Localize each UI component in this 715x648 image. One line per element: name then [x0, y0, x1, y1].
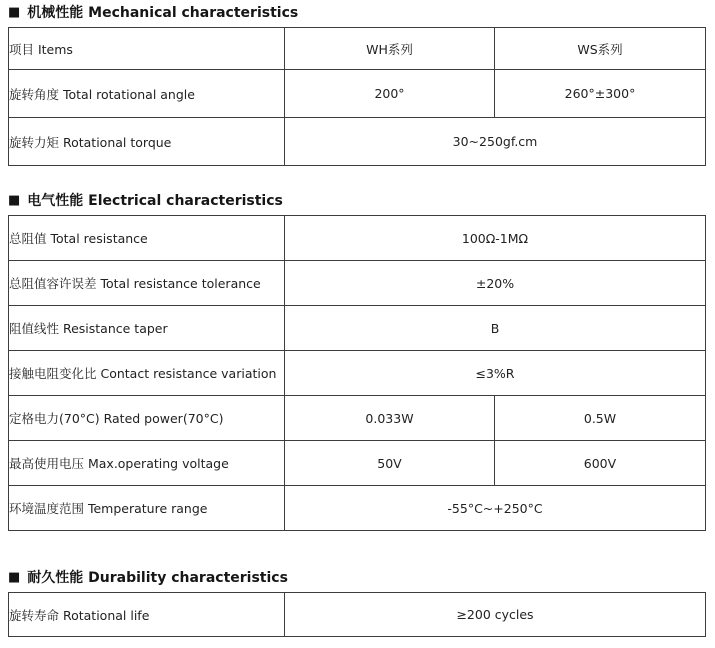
row-label-total-resistance: 总阻值 Total resistance: [9, 216, 285, 261]
table-row: [9, 306, 706, 351]
value-rotational-angle-ws: 260°±300°: [495, 70, 706, 118]
value-contact-resistance-variation: ≤3%R: [285, 351, 706, 396]
section-marker-icon: ■: [8, 192, 21, 208]
value-total-resistance: 100Ω-1MΩ: [285, 216, 706, 261]
table-row: [9, 441, 706, 486]
section-marker-icon: ■: [8, 569, 21, 585]
column-header-ws-series: WS系列: [495, 28, 706, 70]
table-row: [9, 351, 706, 396]
value-max-operating-voltage-ws: 600V: [495, 441, 706, 486]
durability-table: [8, 592, 706, 637]
electrical-table: [8, 215, 706, 531]
column-header-items: 项目 Items: [9, 28, 285, 70]
row-label-rated-power: 定格电力(70°C) Rated power(70°C): [9, 396, 285, 441]
row-label-rotational-angle: 旋转角度 Total rotational angle: [9, 70, 285, 118]
row-label-rotational-torque: 旋转力矩 Rotational torque: [9, 118, 285, 166]
section-title-mechanical: [8, 2, 715, 22]
section-gap: [0, 166, 715, 190]
row-label-max-operating-voltage: 最高使用电压 Max.operating voltage: [9, 441, 285, 486]
value-rated-power-ws: 0.5W: [495, 396, 706, 441]
row-label-rotational-life: 旋转寿命 Rotational life: [9, 593, 285, 637]
value-rotational-torque: 30~250gf.cm: [285, 118, 706, 166]
table-row: [9, 70, 706, 118]
row-label-temperature-range: 环境温度范围 Temperature range: [9, 486, 285, 531]
section-title-text: 机械性能 Mechanical characteristics: [27, 5, 299, 21]
table-row: [9, 118, 706, 166]
section-title-text: 耐久性能 Durability characteristics: [27, 570, 288, 586]
value-rated-power-wh: 0.033W: [285, 396, 495, 441]
table-row: [9, 396, 706, 441]
table-row: [9, 28, 706, 70]
section-title-electrical: [8, 190, 715, 210]
table-row: [9, 261, 706, 306]
table-row: [9, 486, 706, 531]
section-title-text: 电气性能 Electrical characteristics: [27, 193, 283, 209]
column-header-wh-series: WH系列: [285, 28, 495, 70]
value-resistance-taper: B: [285, 306, 706, 351]
value-temperature-range: -55°C~+250°C: [285, 486, 706, 531]
table-row: [9, 216, 706, 261]
value-rotational-life: ≥200 cycles: [285, 593, 706, 637]
value-max-operating-voltage-wh: 50V: [285, 441, 495, 486]
value-resistance-tolerance: ±20%: [285, 261, 706, 306]
section-gap: [0, 531, 715, 567]
row-label-resistance-tolerance: 总阻值容许误差 Total resistance tolerance: [9, 261, 285, 306]
row-label-resistance-taper: 阻值线性 Resistance taper: [9, 306, 285, 351]
row-label-contact-resistance-variation: 接触电阻变化比 Contact resistance variation: [9, 351, 285, 396]
section-marker-icon: ■: [8, 4, 21, 20]
section-title-durability: [8, 567, 715, 587]
table-row: [9, 593, 706, 637]
value-rotational-angle-wh: 200°: [285, 70, 495, 118]
mechanical-table: [8, 27, 706, 166]
